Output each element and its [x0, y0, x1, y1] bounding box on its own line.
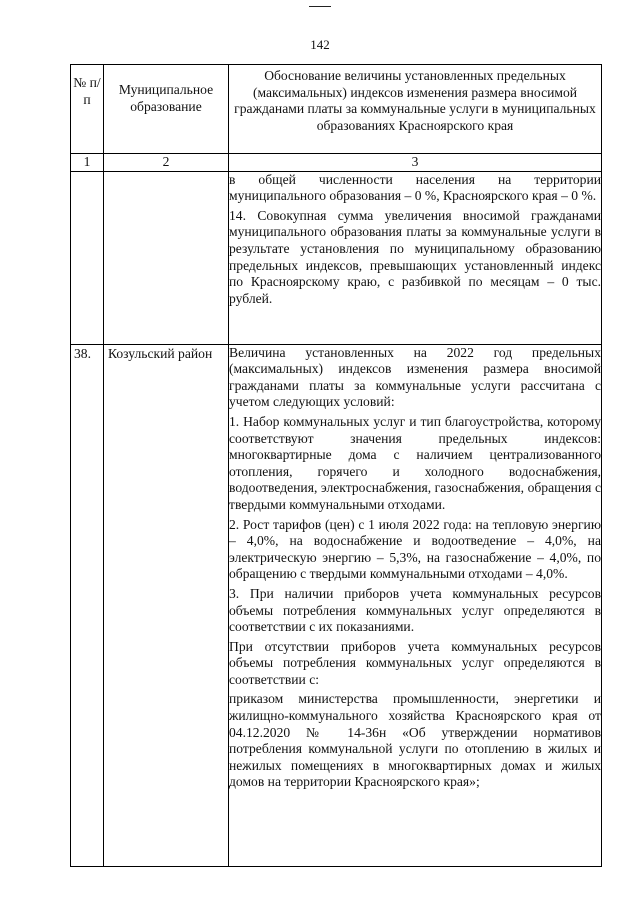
column-index-1: 1 [71, 154, 104, 172]
header-number: № п/п [71, 65, 104, 154]
paragraph: 3. При наличии приборов учета коммунальных ресурсов объемы потребления коммунальных услуг определяются в соответствии с их показаниями. [229, 585, 601, 635]
paragraph: 2. Рост тарифов (цен) с 1 июля 2022 года: на тепловую энергию – 4,0%, на водоснабжение и водоотведение – 4,0%, на электрическую энергию – 5,3%, на газоснабжение – 4,0%, по обращению с твердыми коммунальными отходами – 4,0%. [229, 516, 601, 582]
column-index-2: 2 [104, 154, 229, 172]
paragraph: приказом министерства промышленности, энергетики и жилищно-коммунального хозяйства Красноярского края от 04.12.2020 № 14-36н «Об утверждении нормативов потребления коммунальной услуги по отоплению в жилых и нежилых помещениях в многоквартирных домах и жилых домов на территории Красноярского края»; [229, 691, 601, 790]
row-number-cell: 38. [71, 344, 104, 866]
paragraph: в общей численности населения на территории муниципального образования – 0 %, Красноярского края – 0 %. [229, 171, 601, 204]
justification-table [70, 64, 602, 867]
municipality-cell: Козульский район [104, 344, 229, 866]
header-justification: Обоснование величины установленных предельных (максимальных) индексов изменения размера вносимой гражданами платы за коммунальные услуги в муниципальных образованиях Красноярского края [229, 65, 602, 154]
paragraph: 1. Набор коммунальных услуг и тип благоустройства, которому соответствуют значения предельных индексов: многоквартирные дома с наличием централизованного отопления, горячего и холодного водоснабжения, водоотведения, электроснабжения, газоснабжения, обращения с твердыми коммунальными отходами. [229, 413, 601, 512]
table-row-38 [71, 344, 602, 866]
justification-cell [229, 171, 602, 344]
column-index-3: 3 [229, 154, 602, 172]
paragraph: 14. Совокупная сумма увеличения вносимой гражданами муниципального образования платы за коммунальные услуги в результате установления по муниципальному образованию предельных индексов, превышающих установленный индекс по Красноярскому краю, с разбивкой по месяцам – 0 тыс. рублей. [229, 207, 601, 306]
column-index-row [71, 154, 602, 172]
paragraph: При отсутствии приборов учета коммунальных ресурсов объемы потребления коммунальных услуг определяются в соответствии с: [229, 638, 601, 687]
header-municipality: Муниципальное образование [104, 65, 229, 154]
municipality-cell [104, 171, 229, 344]
top-rule [309, 6, 331, 7]
row-number-cell [71, 171, 104, 344]
justification-cell [229, 344, 602, 866]
table-row-continuation [71, 171, 602, 344]
header-row [71, 65, 602, 154]
page-number: 142 [310, 37, 330, 52]
paragraph: Величина установленных на 2022 год предельных (максимальных) индексов изменения размера вносимой гражданами платы за коммунальные услуги рассчитана с учетом следующих условий: [229, 344, 601, 410]
